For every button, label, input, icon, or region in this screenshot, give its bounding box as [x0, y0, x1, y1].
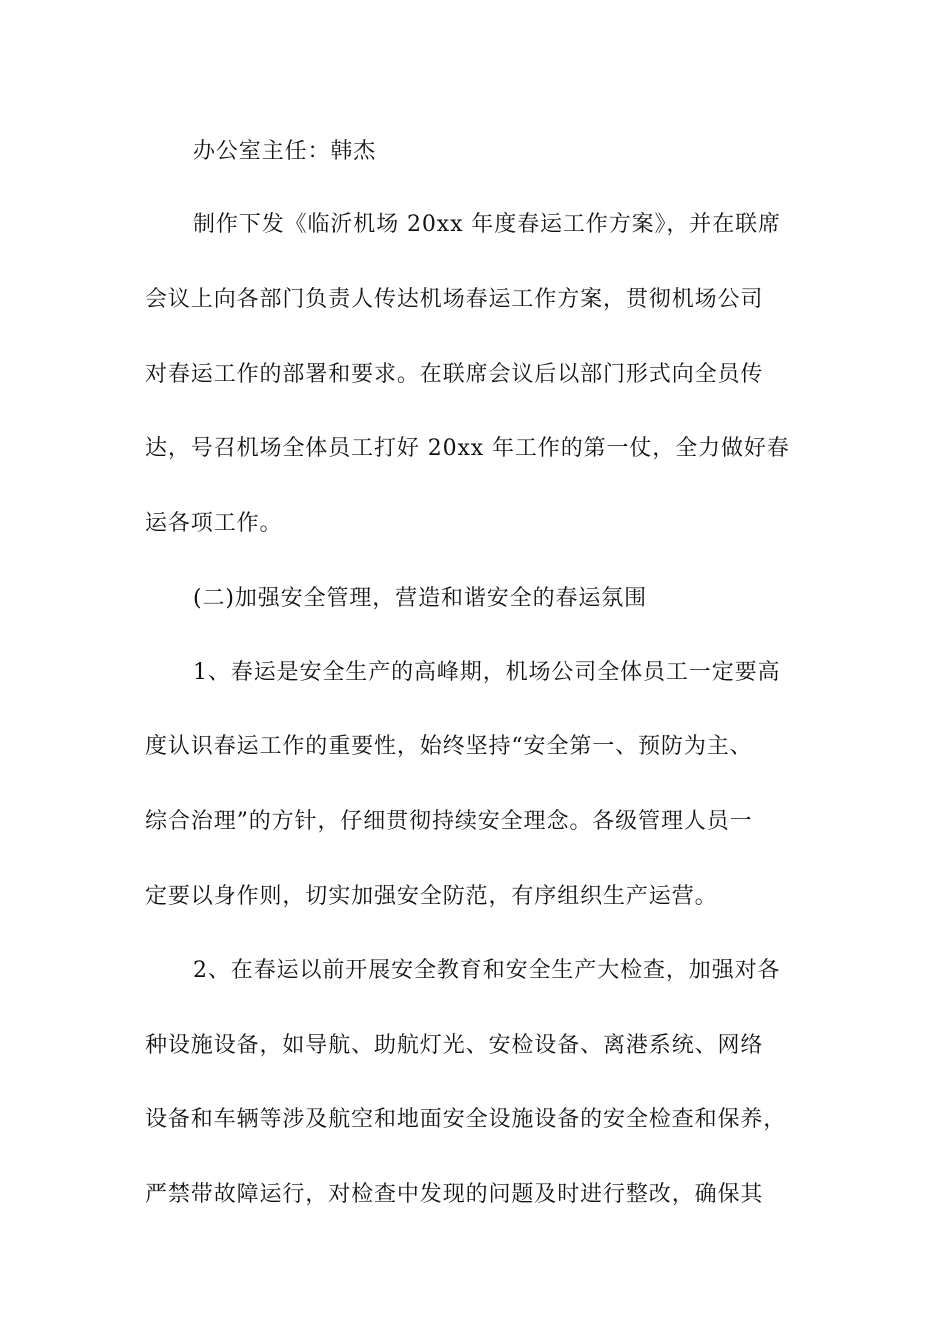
- paragraph-line: 1、春运是安全生产的高峰期，机场公司全体员工一定要高: [193, 660, 781, 685]
- paragraph-line: 综合治理”的方针，仔细贯彻持续安全理念。各级管理人员一: [145, 809, 753, 834]
- paragraph-line: 制作下发《临沂机场 20xx 年度春运工作方案》，并在联席: [193, 212, 781, 237]
- section-heading: (二)加强安全管理，营造和谐安全的春运氛围: [193, 586, 648, 611]
- paragraph-line: 度认识春运工作的重要性，始终坚持“安全第一、预防为主、: [145, 734, 753, 759]
- paragraph-line: 设备和车辆等涉及航空和地面安全设施设备的安全检查和保养，: [145, 1107, 787, 1132]
- paragraph-line: 达，号召机场全体员工打好 20xx 年工作的第一仗，全力做好春: [145, 436, 790, 461]
- paragraph-line: 办公室主任：韩杰: [193, 139, 377, 164]
- paragraph-line: 2、在春运以前开展安全教育和安全生产大检查，加强对各: [193, 958, 781, 983]
- paragraph-line: 严禁带故障运行，对检查中发现的问题及时进行整改，确保其: [145, 1182, 764, 1207]
- paragraph-line: 对春运工作的部署和要求。在联席会议后以部门形式向全员传: [145, 362, 764, 387]
- paragraph-line: 种设施设备，如导航、助航灯光、安检设备、离港系统、网络: [145, 1033, 764, 1058]
- paragraph-line: 定要以身作则，切实加强安全防范，有序组织生产运营。: [145, 884, 718, 909]
- paragraph-line: 会议上向各部门负责人传达机场春运工作方案，贯彻机场公司: [145, 287, 764, 312]
- paragraph-line: 运各项工作。: [145, 511, 283, 536]
